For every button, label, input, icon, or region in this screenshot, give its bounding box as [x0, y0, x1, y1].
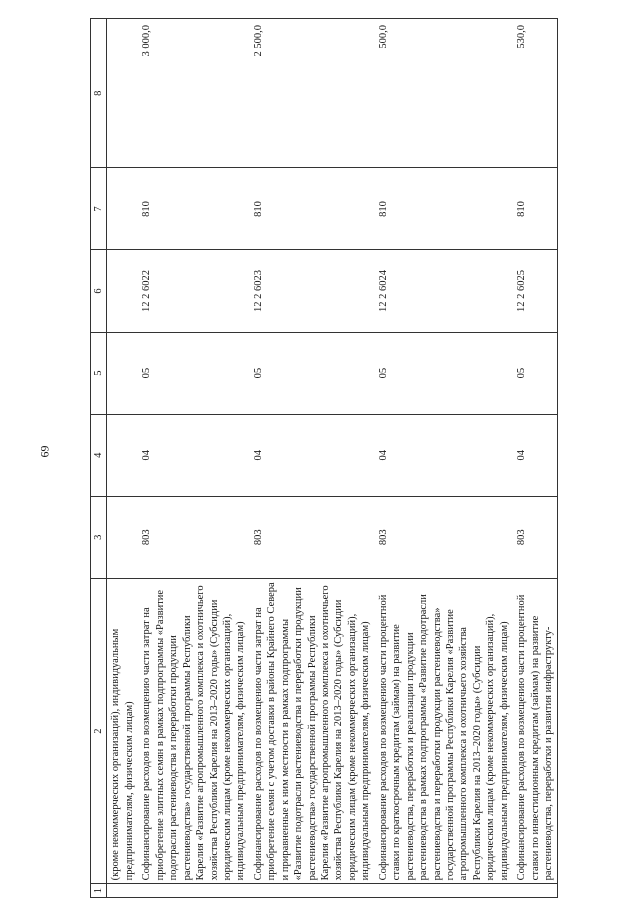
header-col-8: 8: [91, 19, 107, 168]
expense-type-code: [107, 168, 138, 250]
target-article-code: 12 2 6023: [250, 250, 375, 332]
admin-code: [107, 496, 138, 578]
subsection-code: [107, 332, 138, 414]
header-col-1: 1: [91, 884, 107, 898]
expense-type-code: 810: [250, 168, 375, 250]
row-description: (кроме некоммерческих организаций), индивидуальным предпринимателям, физическим лицам): [107, 578, 138, 884]
header-col-2: 2: [91, 578, 107, 884]
amount: 500,0: [375, 19, 513, 168]
subsection-code: 05: [375, 332, 513, 414]
target-article-code: 12 2 6024: [375, 250, 513, 332]
row-description: Софинансирование расходов по возмещению части процентной ставки по краткосрочным кредитам (займам) на развитие растениеводства, переработки и реализации продукции растениеводства в рамках подпрограммы «Развитие подотрасли растениеводства и переработки продукции растениеводства» государственной программы Республики Карелия «Развитие агропромышленного комплекса и охотничьего хозяйства Республики Карелия на 2013–2020 годы» (Субсидии юридическим лицам (кроме некоммерческих организаций), индивидуальным предпринимателям, физическим лицам): [375, 578, 513, 884]
header-col-5: 5: [91, 332, 107, 414]
table-row: [513, 19, 558, 898]
expense-type-code: 810: [375, 168, 513, 250]
amount: [107, 19, 138, 168]
page-number: 69: [37, 445, 52, 458]
row-index-cell: [375, 884, 513, 898]
amount: 2 500,0: [250, 19, 375, 168]
section-code: [107, 414, 138, 496]
target-article-code: 12 2 6025: [513, 250, 558, 332]
expense-type-code: 810: [138, 168, 250, 250]
row-description: Софинансирование расходов по возмещению части процентной ставки по инвестиционным кредитам (займам) на развитие растениеводства, переработки и развития инфраструкту-: [513, 578, 558, 884]
row-index-cell: [513, 884, 558, 898]
section-code: 04: [250, 414, 375, 496]
section-code: 04: [138, 414, 250, 496]
target-article-code: 12 2 6022: [138, 250, 250, 332]
table-row: [250, 19, 375, 898]
subsection-code: 05: [513, 332, 558, 414]
header-col-3: 3: [91, 496, 107, 578]
table-row: [107, 19, 138, 898]
section-code: 04: [513, 414, 558, 496]
row-description: Софинансирование расходов по возмещению части затрат на приобретение семян с учетом доставки в районы Крайнего Севера и приравненные к ним местности в рамках подпрограммы «Развитие подотрасли растениеводства и переработки продукции растениеводства» государственной программы Республики Карелия «Развитие агропромышленного комплекса и охотничьего хозяйства Республики Карелия на 2013–2020 годы» (Субсидии юридическим лицам (кроме некоммерческих организаций), индивидуальным предпринимателям, физическим лицам): [250, 578, 375, 884]
row-index-cell: [138, 884, 250, 898]
row-description: Софинансирование расходов по возмещению части затрат на приобретение элитных семян в рамках подпрограммы «Развитие подотрасли растениеводства и переработки продукции растениеводства» государственной программы Республики Карелия «Развитие агропромышленного комплекса и охотничьего хозяйства Республики Карелия на 2013–2020 годы» (Субсидии юридическим лицам (кроме некоммерческих организаций), индивидуальным предпринимателям, физическим лицам): [138, 578, 250, 884]
target-article-code: [107, 250, 138, 332]
header-col-6: 6: [91, 250, 107, 332]
section-code: 04: [375, 414, 513, 496]
admin-code: 803: [513, 496, 558, 578]
table-row: [138, 19, 250, 898]
table-row: [375, 19, 513, 898]
subsection-code: 05: [138, 332, 250, 414]
row-index-cell: [107, 884, 138, 898]
amount: 3 000,0: [138, 19, 250, 168]
row-index-cell: [250, 884, 375, 898]
header-col-7: 7: [91, 168, 107, 250]
subsection-code: 05: [250, 332, 375, 414]
amount: 530,0: [513, 19, 558, 168]
rotated-page-content: [90, 18, 640, 898]
header-col-4: 4: [91, 414, 107, 496]
admin-code: 803: [375, 496, 513, 578]
budget-table: [90, 18, 558, 898]
admin-code: 803: [138, 496, 250, 578]
table-header-row: [91, 19, 107, 898]
expense-type-code: 810: [513, 168, 558, 250]
admin-code: 803: [250, 496, 375, 578]
